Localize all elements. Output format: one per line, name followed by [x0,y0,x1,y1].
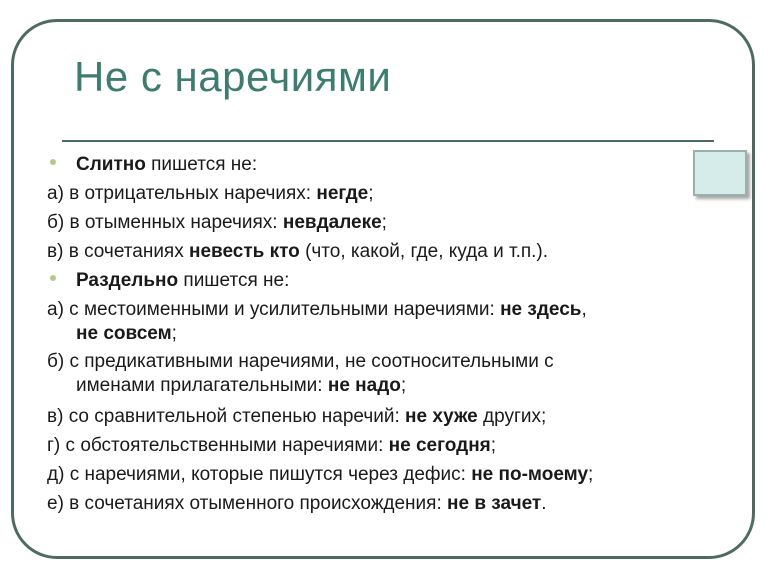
example-word: невесть кто [189,241,300,262]
example-word: не сегодня [388,435,491,456]
bullet-dot-icon [50,159,56,165]
example-word: не здесь [500,299,582,320]
list-item: в) со сравнительной степенью наречий: не хуже других; [47,406,547,427]
list-item-continuation: именами прилагательными: не надо; [76,375,407,396]
bullet-separate [47,266,747,295]
list-item: е) в сочетаниях отыменного происхождения: не в зачет. [47,493,547,514]
title-divider [62,140,714,142]
list-item: д) с наречиями, которые пишутся через дефис: не по-моему; [47,464,594,485]
bullet-merged [47,150,747,179]
example-word: не хуже [405,406,478,427]
example-word: не в зачет [447,493,542,514]
bullet-text: пишется не: [178,270,290,291]
list-item: г) с обстоятельственными наречиями: не сегодня; [47,435,497,456]
list-item-continuation: не совсем; [76,323,177,344]
page-title: Не с наречиями [74,53,392,100]
list-item: б) с предикативными наречиями, не соотносительными с [47,351,554,372]
bullet-text: пишется не: [145,154,258,175]
list-item: б) в отыменных наречиях: невдалеке; [47,212,387,233]
bullet-bold: Слитно [76,154,146,175]
example-word: не совсем [76,323,172,344]
list-item: а) с местоименными и усилительными наречиями: не здесь, [47,299,587,320]
rules-list [47,150,747,518]
example-word: не надо [327,375,401,396]
example-word: невдалеке [282,212,382,233]
list-item: а) в отрицательных наречиях: негде; [47,183,374,204]
bullet-dot-icon [50,275,56,281]
example-word: негде [316,183,369,204]
list-item: в) в сочетаниях невесть кто (что, какой, где, куда и т.п.). [47,241,549,262]
example-word: не по-моему [471,464,589,485]
bullet-bold: Раздельно [76,270,179,291]
